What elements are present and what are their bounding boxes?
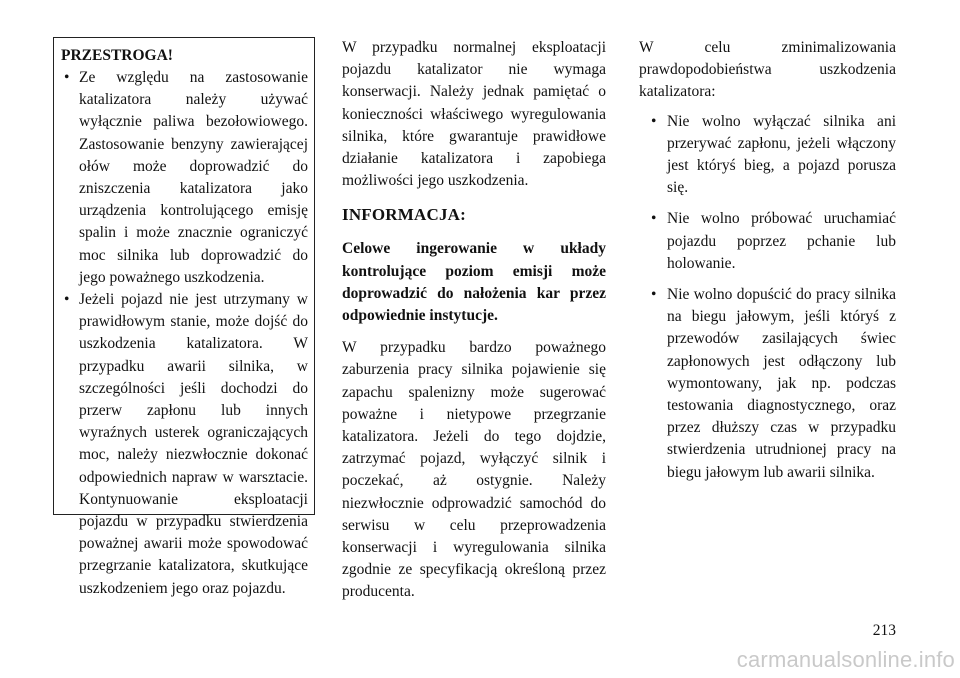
bullet-icon: • [651,112,657,130]
precaution-text: Nie wolno próbować uruchamiać pojazdu poprzez pchanie lub holowanie. [667,210,896,272]
precaution-item [639,284,896,484]
precaution-item [639,208,896,275]
bullet-icon: • [64,291,70,309]
bullet-icon: • [651,286,657,304]
middle-column [342,37,606,614]
bullet-icon: • [651,210,657,228]
precaution-text: Nie wolno wyłączać silnika ani przerywać zapłonu, jeżeli włączony jest któryś bieg, a pojazd porusza się. [667,112,896,197]
warning-list [61,67,308,600]
maintenance-paragraph: W przypadku normalnej eksploatacji pojazdu katalizator nie wymaga konserwacji. Należy jednak pamiętać o konieczności właściwego wyregulowania silnika, które gwarantuje prawidłowe działanie katalizatora i zapobiega możliwości jego uszkodzenia. [342,39,606,190]
precautions-list [639,111,896,484]
precaution-text: Nie wolno dopuścić do pracy silnika na biegu jałowym, jeśli któryś z przewodów zasilających świec zapłonowych jest odłączony lub wymontowany, jak np. podczas testowania diagnostycznego, oraz przez dłuższy czas w przypadku stwierdzenia utrudnionej pracy na biegu jałowym lub awarii silnika. [667,286,896,481]
info-heading: INFORMACJA: [342,205,467,225]
warning-box [53,37,315,597]
overheating-paragraph: W przypadku bardzo poważnego zaburzenia pracy silnika pojawienie się zapachu spalenizny może sugerować poważne i nietypowe przegrzanie katalizatora. Jeżeli do tego dojdzie, zatrzymać pojazd, wyłączyć silnik i poczekać, aż ostygnie. Należy niezwłocznie odprowadzić samochód do serwisu w celu przeprowadzenia konserwacji i wyregulowania silnika zgodnie ze specyfikacją określoną przez producenta. [342,339,606,601]
warning-item [61,67,308,289]
warning-item-text: Ze względu na zastosowanie katalizatora należy używać wyłącznie paliwa bezołowiowego. Zastosowanie benzyny zawierającej ołów może doprowadzić do zniszczenia katalizatora jako urządzenia kontrolującego emisję spalin i może znacznie ograniczyć moc silnika lub doprowadzić do jego poważnego uszkodzenia. [79,69,308,286]
precaution-item [639,111,896,200]
right-column [639,37,896,493]
warning-title: PRZESTROGA! [61,47,173,64]
warning-item-text: Jeżeli pojazd nie jest utrzymany w prawidłowym stanie, może dojść do uszkodzenia katalizatora. W przypadku awarii silnika, w szczególności jeśli dochodzi do przerw zapłonu lub innych wyraźnych usterek ograniczających moc, należy niezwłocznie dokonać odpowiednich napraw w warsztacie. Kontynuowanie eksploatacji pojazdu w przypadku stwierdzenia poważnej awarii może spowodować przegrzanie katalizatora, skutkujące uszkodzeniem jego oraz pojazdu. [79,291,308,597]
warning-item [61,289,308,600]
right-intro: W celu zminimalizowania prawdopodobieństwa uszkodzenia katalizatora: [639,39,896,101]
watermark: carmanualsonline.info [736,647,955,672]
page-number: 213 [872,622,896,639]
bullet-icon: • [64,69,70,86]
info-notice: Celowe ingerowanie w układy kontrolujące poziom emisji może doprowadzić do nałożenia kar przez odpowiednie instytucje. [342,240,606,325]
